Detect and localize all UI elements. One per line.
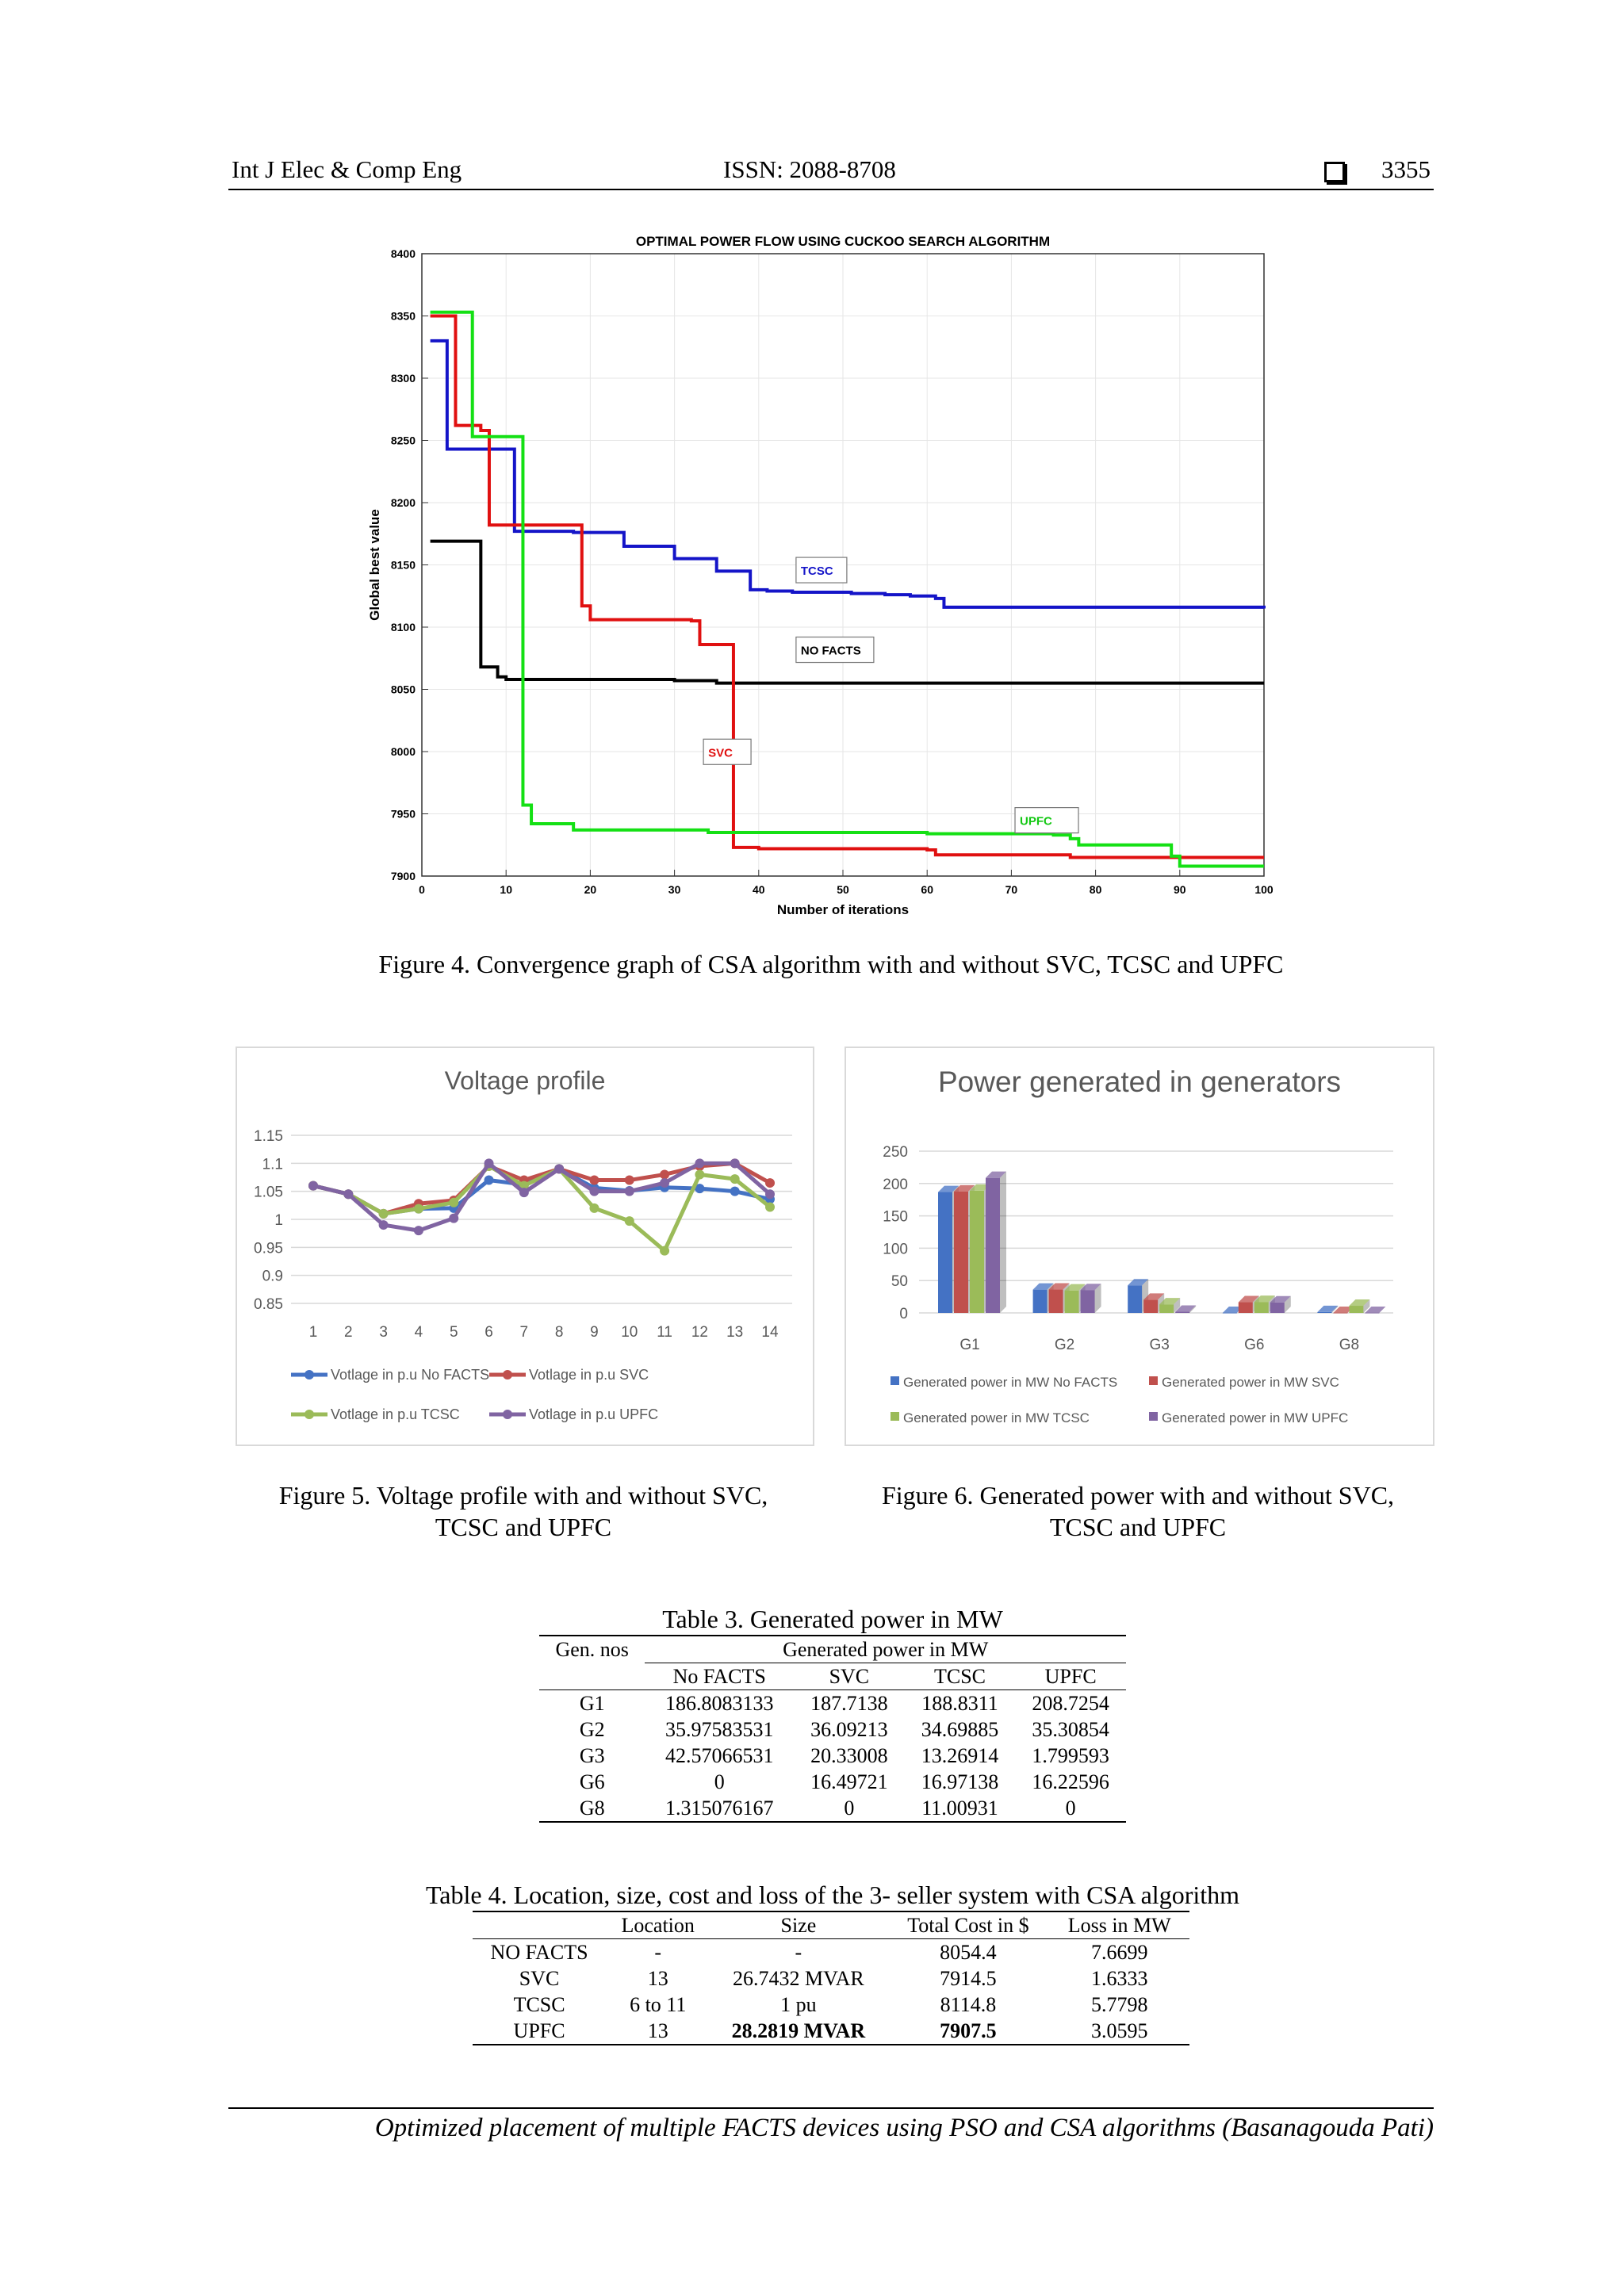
- y-tick-label: 150: [883, 1208, 908, 1226]
- table-cell: 35.97583531: [665, 1718, 774, 1741]
- y-tick-label: 7950: [390, 807, 416, 821]
- data-point: [379, 1209, 389, 1219]
- y-tick-label: 8100: [390, 621, 416, 633]
- table-row: [473, 1992, 1189, 2018]
- y-tick-label: 0.95: [254, 1240, 283, 1257]
- y-tick-label: 0: [899, 1306, 908, 1322]
- table-cell: 1.6333: [1090, 1967, 1148, 1990]
- data-point: [765, 1178, 775, 1188]
- y-tick-label: 1.1: [262, 1156, 283, 1173]
- x-tick-label: 30: [668, 883, 681, 896]
- legend-label: Generated power in MW No FACTS: [903, 1375, 1118, 1390]
- legend-label: Votlage in p.u SVC: [529, 1367, 649, 1383]
- series-line-upfc: [431, 312, 1264, 867]
- table-cell: 13.26914: [921, 1744, 999, 1767]
- bar: [1365, 1313, 1379, 1314]
- table-cell: 13: [647, 1967, 668, 1990]
- table-row: [539, 1690, 1126, 1717]
- bar: [986, 1178, 1000, 1313]
- table-cell: 0: [844, 1797, 855, 1820]
- bar: [1254, 1302, 1269, 1313]
- table-cell: 1.315076167: [665, 1797, 774, 1820]
- table-4-col-header: Total Cost in $: [907, 1914, 1029, 1937]
- page-number: 3355: [1381, 155, 1431, 183]
- data-point: [589, 1203, 599, 1213]
- table-cell: TCSC: [513, 1993, 565, 2016]
- table-3-subheader-row: [539, 1663, 1126, 1690]
- data-point: [449, 1214, 458, 1223]
- legend-marker: [503, 1410, 512, 1419]
- table-cell: 208.7254: [1032, 1692, 1109, 1715]
- data-point: [695, 1158, 704, 1168]
- y-tick-label: 100: [883, 1241, 908, 1258]
- x-tick-label: 4: [414, 1324, 423, 1341]
- x-tick-label: 5: [449, 1324, 458, 1341]
- y-axis-label: Global best value: [367, 509, 382, 621]
- bar: [1349, 1306, 1363, 1313]
- legend-swatch: [891, 1376, 899, 1385]
- table-3-title: Table 3. Generated power in MW: [662, 1605, 1003, 1633]
- data-point: [660, 1178, 669, 1188]
- voltage-profile-chart: [237, 1048, 813, 1445]
- x-tick-label: 9: [590, 1324, 599, 1341]
- table-row: [473, 1965, 1189, 1992]
- legend-swatch: [1149, 1412, 1158, 1421]
- bar: [1159, 1304, 1174, 1313]
- x-tick-label: G1: [959, 1337, 980, 1353]
- figure-6-caption: Figure 6. Generated power with and without SVC, TCSC and UPFC: [881, 1481, 1395, 1541]
- bar: [970, 1191, 984, 1313]
- table-cell: 13: [647, 2019, 668, 2042]
- y-tick-label: 1.05: [254, 1184, 283, 1201]
- table-cell: 36.09213: [810, 1718, 888, 1741]
- table-cell: -: [654, 1941, 662, 1964]
- x-tick-label: 10: [621, 1324, 638, 1341]
- table-cell: 16.22596: [1032, 1770, 1109, 1793]
- table-cell: 16.97138: [921, 1770, 999, 1793]
- table-cell: 16.49721: [810, 1770, 888, 1793]
- table-4-col-header: Location: [621, 1914, 695, 1937]
- table-cell: 187.7138: [810, 1692, 888, 1715]
- bar: [1081, 1290, 1095, 1313]
- y-tick-label: 7900: [390, 870, 416, 882]
- data-point: [660, 1169, 669, 1179]
- table-cell: 34.69885: [921, 1718, 999, 1741]
- table-cell: 20.33008: [810, 1744, 888, 1767]
- x-tick-label: 90: [1174, 883, 1186, 896]
- x-tick-label: 10: [500, 883, 512, 896]
- table-cell: 5.7798: [1090, 1993, 1148, 2016]
- figure-4-caption: Figure 4. Convergence graph of CSA algorithm with and without SVC, TCSC and UPFC: [378, 950, 1284, 978]
- table-cell: 6 to 11: [630, 1993, 687, 2016]
- table-row: [539, 1716, 1126, 1743]
- table-3: [539, 1635, 1126, 1823]
- data-point: [660, 1246, 669, 1256]
- bar: [1143, 1299, 1158, 1313]
- series-annotation: SVC: [708, 746, 733, 760]
- x-tick-label: 14: [761, 1324, 779, 1341]
- data-point: [765, 1189, 775, 1199]
- table-4-header-row: [473, 1911, 1189, 1939]
- table-cell: 28.2819 MVAR: [731, 2019, 866, 2042]
- table-cell: 1 pu: [780, 1993, 817, 2016]
- bar: [1223, 1313, 1237, 1314]
- table-cell: 11.00931: [921, 1797, 998, 1820]
- legend-marker: [503, 1370, 512, 1380]
- chart-title: OPTIMAL POWER FLOW USING CUCKOO SEARCH ALGORITHM: [635, 234, 1051, 249]
- table-cell: 3.0595: [1090, 2019, 1148, 2042]
- x-tick-label: 6: [485, 1324, 493, 1341]
- x-tick-label: 50: [837, 883, 849, 896]
- table-cell: -: [795, 1941, 802, 1964]
- legend-label: Generated power in MW UPFC: [1162, 1410, 1349, 1425]
- table-cell: 26.7432 MVAR: [733, 1967, 864, 1990]
- chart-title: Voltage profile: [444, 1066, 606, 1095]
- x-tick-label: 7: [519, 1324, 529, 1341]
- table-row: [473, 2018, 1189, 2045]
- x-tick-label: 8: [554, 1324, 564, 1341]
- table-3-col-header: No FACTS: [672, 1665, 766, 1688]
- table-row: [539, 1795, 1126, 1822]
- bar: [1049, 1290, 1063, 1313]
- data-point: [343, 1189, 353, 1199]
- table-4-col-header: Loss in MW: [1067, 1914, 1171, 1937]
- y-tick-label: 8400: [390, 247, 416, 260]
- table-cell: NO FACTS: [490, 1941, 588, 1964]
- table-3-group-header: Generated power in MW: [645, 1636, 1126, 1663]
- table-cell: G3: [579, 1744, 605, 1767]
- table-cell: 0: [1065, 1797, 1076, 1820]
- data-point: [414, 1204, 423, 1214]
- table-cell: 42.57066531: [665, 1744, 774, 1767]
- bar: [1317, 1312, 1331, 1313]
- y-tick-label: 8250: [390, 434, 416, 447]
- table-cell: 8054.4: [940, 1941, 997, 1964]
- x-tick-label: 0: [419, 883, 425, 896]
- table-cell: 35.30854: [1032, 1718, 1109, 1741]
- y-tick-label: 8200: [390, 496, 416, 509]
- page-number-group: [1324, 155, 1431, 184]
- x-tick-label: 13: [726, 1324, 744, 1341]
- y-tick-label: 50: [891, 1273, 908, 1291]
- power-generated-frame: [845, 1047, 1434, 1446]
- table-cell: 8114.8: [940, 1993, 997, 2016]
- table-cell: 1.799593: [1032, 1744, 1109, 1767]
- data-point: [519, 1188, 529, 1197]
- data-point: [485, 1158, 494, 1168]
- data-point: [730, 1187, 740, 1196]
- table-cell: G8: [579, 1797, 605, 1820]
- legend-label: Generated power in MW SVC: [1162, 1375, 1339, 1390]
- data-point: [414, 1226, 423, 1235]
- bar: [1128, 1285, 1142, 1313]
- y-tick-label: 0.85: [254, 1296, 283, 1313]
- table-3-header-row: [539, 1636, 1126, 1663]
- table-cell: G1: [579, 1692, 605, 1715]
- chart-title: Power generated in generators: [937, 1066, 1342, 1098]
- data-point: [449, 1198, 458, 1207]
- data-point: [625, 1216, 634, 1226]
- legend-marker: [304, 1410, 314, 1419]
- y-tick-label: 1.15: [254, 1128, 283, 1145]
- x-tick-label: 20: [584, 883, 597, 896]
- bar: [1175, 1312, 1189, 1313]
- bar: [954, 1192, 968, 1313]
- x-tick-label: G8: [1339, 1337, 1360, 1353]
- table-cell: G6: [579, 1770, 605, 1793]
- x-tick-label: 70: [1005, 883, 1018, 896]
- table-3-col-header: TCSC: [933, 1665, 986, 1688]
- y-tick-label: 8300: [390, 372, 416, 385]
- square-bullet-icon: [1324, 162, 1345, 182]
- bar-side: [1000, 1172, 1006, 1313]
- x-tick-label: G2: [1054, 1337, 1075, 1353]
- series-annotation: TCSC: [800, 564, 833, 579]
- table-3-empty-cell: [539, 1663, 645, 1690]
- table-4: [473, 1911, 1189, 2045]
- legend-swatch: [891, 1412, 899, 1421]
- legend-label: Generated power in MW TCSC: [903, 1410, 1090, 1425]
- table-cell: 7914.5: [940, 1967, 997, 1990]
- data-point: [730, 1174, 740, 1184]
- table-cell: 188.8311: [921, 1692, 998, 1715]
- table-cell: 7.6699: [1090, 1941, 1148, 1964]
- table-cell: G2: [579, 1718, 605, 1741]
- table-cell: 7907.5: [940, 2019, 997, 2042]
- table-3-col-header: SVC: [829, 1665, 870, 1688]
- x-tick-label: 60: [921, 883, 933, 896]
- table-cell: 0: [714, 1770, 725, 1793]
- legend-swatch: [1149, 1376, 1158, 1385]
- data-point: [589, 1176, 599, 1185]
- table-row: [539, 1769, 1126, 1795]
- y-tick-label: 8000: [390, 745, 416, 758]
- bar: [1239, 1303, 1253, 1313]
- table-3-col0-header: Gen. nos: [555, 1638, 629, 1662]
- series-annotation: NO FACTS: [800, 644, 861, 658]
- series-annotation: UPFC: [1020, 814, 1052, 828]
- table-row: [473, 1939, 1189, 1966]
- table-4-col-header: Size: [780, 1914, 817, 1937]
- footer-rule: [228, 2107, 1434, 2109]
- table-cell: 186.8083133: [665, 1692, 774, 1715]
- data-point: [379, 1220, 389, 1230]
- y-tick-label: 8350: [390, 309, 416, 323]
- table-cell: UPFC: [513, 2019, 565, 2042]
- page-header: [228, 152, 1434, 190]
- x-axis-label: Number of iterations: [776, 902, 910, 917]
- table-cell: SVC: [519, 1967, 560, 1990]
- legend-label: Votlage in p.u UPFC: [529, 1406, 659, 1422]
- legend-marker: [304, 1370, 314, 1380]
- legend-label: Votlage in p.u TCSC: [331, 1406, 460, 1422]
- power-generated-chart: [846, 1048, 1433, 1445]
- data-point: [625, 1187, 634, 1196]
- issn: ISSN: 2088-8708: [723, 155, 896, 183]
- bar: [938, 1192, 952, 1313]
- data-point: [765, 1202, 775, 1211]
- data-point: [730, 1158, 740, 1168]
- bar: [1033, 1290, 1048, 1313]
- table-row: [539, 1743, 1126, 1769]
- y-tick-label: 8050: [390, 683, 416, 696]
- bar: [1270, 1303, 1285, 1313]
- data-point: [485, 1176, 494, 1185]
- voltage-profile-frame: [236, 1047, 814, 1446]
- data-point: [589, 1187, 599, 1196]
- data-point: [625, 1176, 634, 1185]
- series-line-svc: [431, 316, 1264, 858]
- y-tick-label: 0.9: [262, 1268, 283, 1285]
- x-tick-label: G3: [1149, 1337, 1170, 1353]
- x-tick-label: 40: [753, 883, 765, 896]
- bar: [1333, 1313, 1347, 1314]
- data-point: [554, 1164, 564, 1173]
- x-tick-label: 11: [657, 1324, 672, 1341]
- x-tick-label: 2: [344, 1324, 353, 1341]
- y-tick-label: 8150: [390, 558, 416, 572]
- x-tick-label: 3: [379, 1324, 388, 1341]
- legend-label: Votlage in p.u No FACTS: [331, 1367, 490, 1383]
- figure-5-caption: Figure 5. Voltage profile with and without SVC, TCSC and UPFC: [278, 1481, 768, 1541]
- convergence-chart: [349, 222, 1285, 928]
- table-3-col-header: UPFC: [1044, 1665, 1097, 1688]
- table-4-col-header: [473, 1911, 606, 1939]
- x-tick-label: 12: [691, 1324, 708, 1341]
- x-tick-label: 1: [308, 1324, 318, 1341]
- table-4-title: Table 4. Location, size, cost and loss of the 3- seller system with CSA algorithm: [425, 1881, 1240, 1909]
- data-point: [308, 1181, 318, 1191]
- page-footer: Optimized placement of multiple FACTS devices using PSO and CSA algorithms (Basanagouda Pati): [374, 2114, 1434, 2142]
- y-tick-label: 1: [274, 1212, 283, 1229]
- bar: [1065, 1291, 1079, 1313]
- y-tick-label: 250: [883, 1144, 908, 1161]
- x-tick-label: 100: [1254, 883, 1274, 896]
- x-tick-label: 80: [1089, 883, 1102, 896]
- journal-name: Int J Elec & Comp Eng: [232, 155, 462, 183]
- data-point: [695, 1169, 704, 1179]
- x-tick-label: G6: [1244, 1337, 1265, 1353]
- y-tick-label: 200: [883, 1176, 908, 1193]
